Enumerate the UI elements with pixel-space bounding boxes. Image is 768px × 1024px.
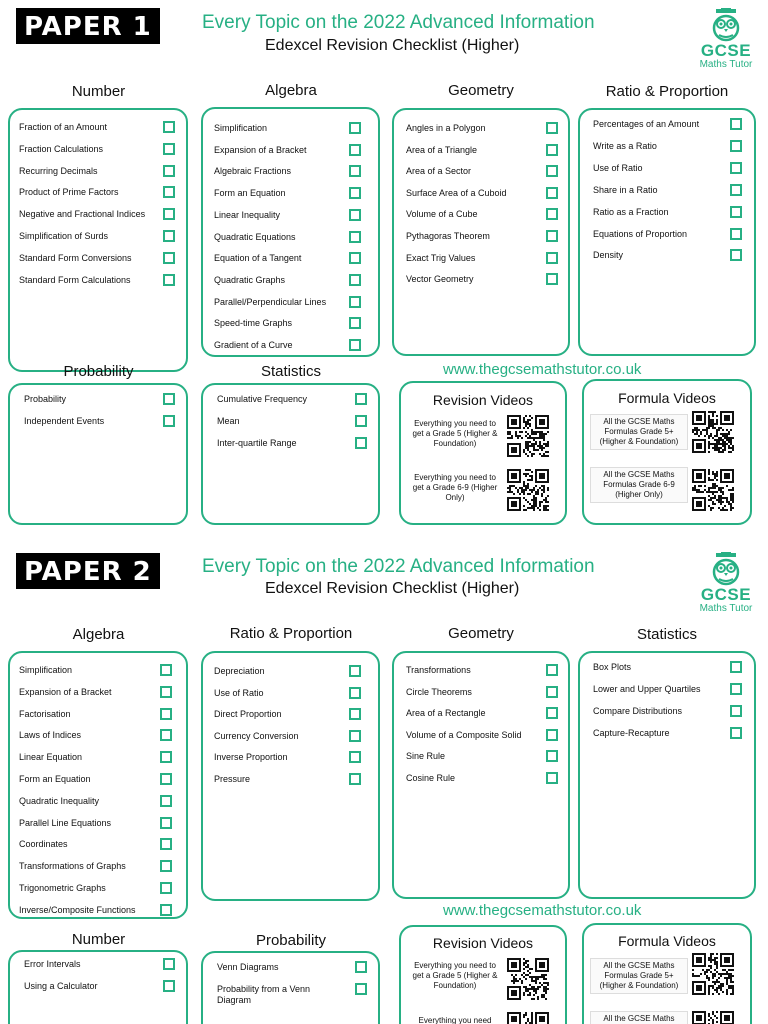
p1-algebra-item: Gradient of a Curve xyxy=(214,340,293,350)
checkbox[interactable] xyxy=(730,184,742,196)
p2-formula-videos-box xyxy=(582,923,752,1024)
checkbox[interactable] xyxy=(730,162,742,174)
checkbox[interactable] xyxy=(546,165,558,177)
p1-ratio-item: Density xyxy=(593,250,624,260)
p1-ratio-item: Share in a Ratio xyxy=(593,185,658,195)
p2-algebra-item: Quadratic Inequality xyxy=(19,796,100,806)
p1-geometry-title: Geometry xyxy=(448,82,514,99)
p2-algebra-item: Form an Equation xyxy=(19,774,91,784)
p2-algebra-item: Inverse/Composite Functions xyxy=(19,905,136,915)
p2-geometry-title: Geometry xyxy=(448,625,514,642)
p2-algebra-title: Algebra xyxy=(72,626,125,643)
p2-algebra-item: Laws of Indices xyxy=(19,730,82,740)
p2-ratio-item: Currency Conversion xyxy=(214,731,299,741)
p1-statistics-item: Mean xyxy=(217,416,240,426)
p1-probability-item: Independent Events xyxy=(24,416,105,426)
checkbox[interactable] xyxy=(160,664,172,676)
p1-algebra-item: Simplification xyxy=(214,123,268,133)
checkbox[interactable] xyxy=(349,773,361,785)
p1-number-item: Product of Prime Factors xyxy=(19,187,119,197)
p1-algebra-item: Expansion of a Bracket xyxy=(214,145,307,155)
logo xyxy=(693,552,759,615)
p2-formula-a[interactable]: All the GCSE Maths Formulas Grade 5+ (Higher & Foundation) xyxy=(590,958,688,994)
logo-tagline: Maths Tutor xyxy=(699,59,753,70)
checkbox[interactable] xyxy=(546,122,558,134)
p2-revision-a[interactable]: Everything you need to get a Grade 5 (Higher & Foundation) xyxy=(412,961,498,990)
checkbox[interactable] xyxy=(160,838,172,850)
checkbox[interactable] xyxy=(349,231,361,243)
checkbox[interactable] xyxy=(163,252,175,264)
p1-algebra-item: Quadratic Equations xyxy=(214,232,296,242)
p2-algebra-item: Parallel Line Equations xyxy=(19,818,112,828)
checkbox[interactable] xyxy=(730,206,742,218)
paper-1-title: Every Topic on the 2022 Advanced Information xyxy=(202,12,595,33)
owl-icon xyxy=(712,8,740,42)
p1-ratio-item: Write as a Ratio xyxy=(593,141,657,151)
p2-ratio-item: Pressure xyxy=(214,774,251,784)
checkbox[interactable] xyxy=(730,705,742,717)
p2-probability-item: Probability from a Venn Diagram xyxy=(217,984,311,1005)
checkbox[interactable] xyxy=(160,817,172,829)
paper-1-subtitle: Edexcel Revision Checklist (Higher) xyxy=(265,37,520,54)
checkbox[interactable] xyxy=(160,751,172,763)
checkbox[interactable] xyxy=(163,165,175,177)
checkbox[interactable] xyxy=(349,751,361,763)
p1-probability-title: Probability xyxy=(63,363,134,380)
checkbox[interactable] xyxy=(163,230,175,242)
p1-geometry-item: Exact Trig Values xyxy=(406,253,476,263)
p2-algebra-item: Expansion of a Bracket xyxy=(19,687,112,697)
qr-code-icon[interactable] xyxy=(507,1012,549,1024)
p1-number-item: Standard Form Calculations xyxy=(19,275,131,285)
checkbox[interactable] xyxy=(349,665,361,677)
p2-algebra-item: Trigonometric Graphs xyxy=(19,883,106,893)
p1-statistics-item: Inter-quartile Range xyxy=(217,438,297,448)
p1-revision-a[interactable]: Everything you need to get a Grade 5 (Higher & Foundation) xyxy=(412,419,498,448)
p2-geometry-item: Transformations xyxy=(406,665,471,675)
p2-revision-b[interactable]: Everything you need xyxy=(418,1016,492,1024)
checkbox[interactable] xyxy=(160,860,172,872)
checkbox[interactable] xyxy=(160,686,172,698)
checkbox[interactable] xyxy=(546,686,558,698)
checkbox[interactable] xyxy=(160,729,172,741)
p2-statistics-title: Statistics xyxy=(636,626,697,643)
checkbox[interactable] xyxy=(349,187,361,199)
checkbox[interactable] xyxy=(349,317,361,329)
p1-statistics-item: Cumulative Frequency xyxy=(217,394,308,404)
p1-revision-b[interactable]: Everything you need to get a Grade 6-9 (Higher Only) xyxy=(412,473,498,502)
p1-formula-b[interactable]: All the GCSE Maths Formulas Grade 6-9 (Higher Only) xyxy=(590,467,688,503)
p1-revision-title: Revision Videos xyxy=(432,392,534,408)
p1-geometry-item: Vector Geometry xyxy=(406,274,474,284)
p2-geometry-item: Circle Theorems xyxy=(406,687,472,697)
qr-code-icon[interactable] xyxy=(507,415,549,462)
p2-algebra-item: Coordinates xyxy=(19,839,68,849)
checkbox[interactable] xyxy=(349,339,361,351)
qr-code-icon[interactable] xyxy=(692,411,734,458)
p2-probability-item: Venn Diagrams xyxy=(217,962,279,972)
checkbox[interactable] xyxy=(160,773,172,785)
checkbox[interactable] xyxy=(546,273,558,285)
checkbox[interactable] xyxy=(349,296,361,308)
p2-statistics-item: Capture-Recapture xyxy=(593,728,670,738)
p1-revision-videos-box xyxy=(399,381,567,525)
p1-number-title: Number xyxy=(71,83,126,100)
p1-number-item: Standard Form Conversions xyxy=(19,253,132,263)
p1-algebra-item: Speed-time Graphs xyxy=(214,318,293,328)
checkbox[interactable] xyxy=(349,144,361,156)
checkbox[interactable] xyxy=(163,143,175,155)
checkbox[interactable] xyxy=(730,683,742,695)
qr-code-icon[interactable] xyxy=(692,469,734,516)
p1-number-item: Fraction Calculations xyxy=(19,144,104,154)
checkbox[interactable] xyxy=(546,252,558,264)
p2-algebra-item: Factorisation xyxy=(19,709,71,719)
checkbox[interactable] xyxy=(160,708,172,720)
checkbox[interactable] xyxy=(349,274,361,286)
checkbox[interactable] xyxy=(160,882,172,894)
p1-formula-title: Formula Videos xyxy=(618,390,716,406)
checkbox[interactable] xyxy=(546,729,558,741)
checkbox[interactable] xyxy=(163,208,175,220)
p2-algebra-item: Simplification xyxy=(19,665,73,675)
logo-brand: GCSE xyxy=(700,41,752,60)
p2-ratio-item: Use of Ratio xyxy=(214,688,264,698)
checkbox[interactable] xyxy=(546,664,558,676)
checkbox[interactable] xyxy=(349,165,361,177)
p1-geometry-item: Area of a Sector xyxy=(406,166,472,176)
checkbox[interactable] xyxy=(349,122,361,134)
p2-probability-title: Probability xyxy=(255,932,327,949)
qr-code-icon[interactable] xyxy=(507,469,549,516)
checkbox[interactable] xyxy=(730,228,742,240)
p2-geometry-item: Cosine Rule xyxy=(406,773,456,783)
p1-formula-a[interactable]: All the GCSE Maths Formulas Grade 5+ (Higher & Foundation) xyxy=(590,414,688,450)
p1-number-item: Simplification of Surds xyxy=(19,231,109,241)
p2-revision-title: Revision Videos xyxy=(432,935,534,951)
checkbox[interactable] xyxy=(160,904,172,916)
checkbox[interactable] xyxy=(349,730,361,742)
p1-algebra-title: Algebra xyxy=(265,82,317,99)
p2-algebra-item: Linear Equation xyxy=(19,752,83,762)
p2-formula-title: Formula Videos xyxy=(618,933,716,949)
paper-2-label: PAPER 2 xyxy=(16,553,160,589)
p2-ratio-item: Depreciation xyxy=(214,666,265,676)
p2-statistics-item: Lower and Upper Quartiles xyxy=(593,684,701,694)
checkbox[interactable] xyxy=(355,961,367,973)
checkbox[interactable] xyxy=(349,209,361,221)
p2-algebra-item: Transformations of Graphs xyxy=(19,861,126,871)
p2-formula-b[interactable]: All the GCSE Maths xyxy=(590,1011,688,1024)
qr-code-icon[interactable] xyxy=(692,953,734,1000)
checkbox[interactable] xyxy=(546,750,558,762)
p2-statistics-item: Compare Distributions xyxy=(593,706,683,716)
checkbox[interactable] xyxy=(163,186,175,198)
checkbox[interactable] xyxy=(546,144,558,156)
p2-geometry-item: Volume of a Composite Solid xyxy=(406,730,522,740)
qr-code-icon[interactable] xyxy=(507,958,549,1005)
checkbox[interactable] xyxy=(160,795,172,807)
p1-algebra-item: Form an Equation xyxy=(214,188,286,198)
checkbox[interactable] xyxy=(163,274,175,286)
checkbox[interactable] xyxy=(546,707,558,719)
checkbox[interactable] xyxy=(546,772,558,784)
p1-ratio-item: Equations of Proportion xyxy=(593,229,688,239)
p2-number-title: Number xyxy=(71,931,126,948)
checkbox[interactable] xyxy=(349,252,361,264)
p2-ratio-item: Direct Proportion xyxy=(214,709,282,719)
checkbox[interactable] xyxy=(163,980,175,992)
p1-ratio-item: Ratio as a Fraction xyxy=(593,207,669,217)
p1-geometry-item: Pythagoras Theorem xyxy=(406,231,490,241)
p1-algebra-item: Quadratic Graphs xyxy=(214,275,286,285)
checkbox[interactable] xyxy=(546,230,558,242)
qr-code-icon[interactable] xyxy=(692,1011,734,1024)
p1-geometry-item: Angles in a Polygon xyxy=(406,123,486,133)
p2-number-item: Using a Calculator xyxy=(24,981,98,991)
logo xyxy=(693,8,759,71)
p2-website-link[interactable]: www.thegcsemathstutor.co.uk xyxy=(443,902,642,919)
paper-2-subtitle: Edexcel Revision Checklist (Higher) xyxy=(265,580,520,597)
paper-1-label: PAPER 1 xyxy=(16,8,160,44)
p1-number-item: Recurring Decimals xyxy=(19,166,98,176)
checkbox[interactable] xyxy=(730,140,742,152)
checkbox[interactable] xyxy=(349,708,361,720)
logo-brand: GCSE xyxy=(700,585,752,604)
checkbox[interactable] xyxy=(546,208,558,220)
p1-ratio-item: Percentages of an Amount xyxy=(593,119,700,129)
p1-number-item: Negative and Fractional Indices xyxy=(19,209,146,219)
checkbox[interactable] xyxy=(730,661,742,673)
p1-algebra-item: Equation of a Tangent xyxy=(214,253,302,263)
checkbox[interactable] xyxy=(355,437,367,449)
p2-ratio-title: Ratio & Proportion xyxy=(229,625,353,642)
p2-number-item: Error Intervals xyxy=(24,959,81,969)
p1-statistics-title: Statistics xyxy=(260,363,321,380)
p1-formula-videos-box xyxy=(582,379,752,525)
p2-ratio-item: Inverse Proportion xyxy=(214,752,288,762)
p1-geometry-item: Surface Area of a Cuboid xyxy=(406,188,507,198)
p1-ratio-item: Use of Ratio xyxy=(593,163,643,173)
checkbox[interactable] xyxy=(349,687,361,699)
p1-algebra-item: Linear Inequality xyxy=(214,210,281,220)
p1-number-item: Fraction of an Amount xyxy=(19,122,108,132)
checkbox[interactable] xyxy=(163,393,175,405)
checkbox[interactable] xyxy=(355,415,367,427)
checkbox[interactable] xyxy=(730,727,742,739)
owl-icon xyxy=(712,552,740,586)
p2-geometry-item: Sine Rule xyxy=(406,751,446,761)
p1-geometry-item: Volume of a Cube xyxy=(406,209,478,219)
p1-geometry-item: Area of a Triangle xyxy=(406,145,478,155)
p1-ratio-title: Ratio & Proportion xyxy=(605,83,729,100)
checkbox[interactable] xyxy=(163,415,175,427)
p2-statistics-item: Box Plots xyxy=(593,662,632,672)
checkbox[interactable] xyxy=(730,249,742,261)
paper-2-title: Every Topic on the 2022 Advanced Information xyxy=(202,556,595,577)
checkbox[interactable] xyxy=(163,121,175,133)
checkbox[interactable] xyxy=(355,393,367,405)
p1-algebra-item: Algebraic Fractions xyxy=(214,166,292,176)
checkbox[interactable] xyxy=(355,983,367,995)
checkbox[interactable] xyxy=(730,118,742,130)
checkbox[interactable] xyxy=(163,958,175,970)
p2-geometry-item: Area of a Rectangle xyxy=(406,708,486,718)
p1-website-link[interactable]: www.thegcsemathstutor.co.uk xyxy=(443,361,642,378)
logo-tagline: Maths Tutor xyxy=(699,603,753,614)
p1-algebra-item: Parallel/Perpendicular Lines xyxy=(214,297,327,307)
p1-probability-item: Probability xyxy=(24,394,67,404)
checkbox[interactable] xyxy=(546,187,558,199)
p2-revision-videos-box xyxy=(399,925,567,1024)
